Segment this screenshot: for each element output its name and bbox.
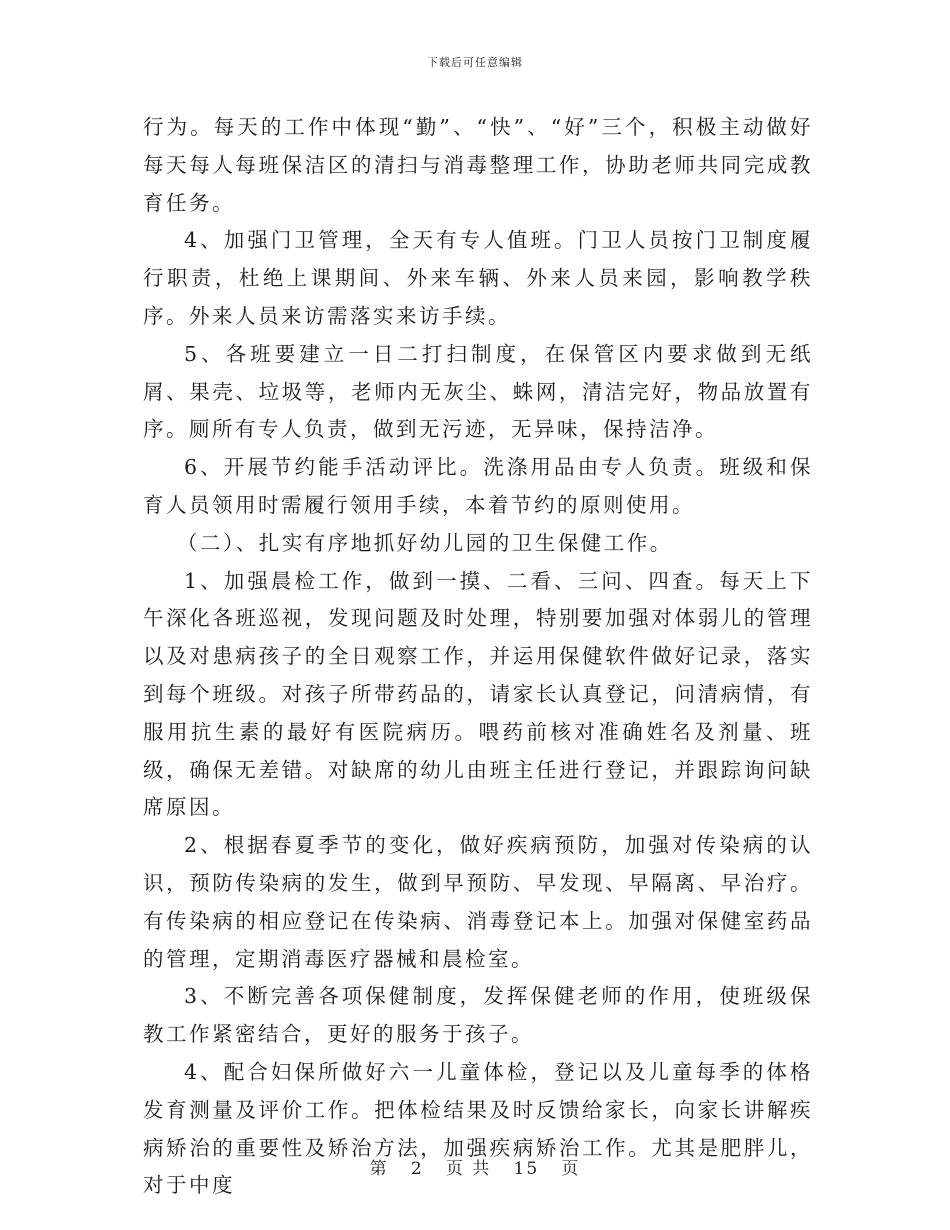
header-watermark-text: 下载后可任意编辑 (427, 56, 523, 69)
page-footer (0, 1154, 950, 1179)
paragraph-item-5-cleaning: 5、各班要建立一日二打扫制度，在保管区内要求做到无纸屑、果壳、垃圾等，老师内无灰尘、蛛网，清洁完好，物品放置有序。厕所有专人负责，做到无污迹，无异味，保持洁净。 (143, 341, 813, 442)
paragraph-item-1-morning-check: 1、加强晨检工作，做到一摸、二看、三问、四査。每天上下午深化各班巡视，发现问题及时处理，特别要加强对体弱儿的管理以及对患病孩子的全日观察工作，并运用保健软件做好记录，落实到每个班级。对孩子所带药品的，请家长认真登记，问清病情，有服用抗生素的最好有医院病历。喂药前核对准确姓名及剂量、班级，确保无差错。对缺席的幼儿由班主任进行登记，并跟踪询问缺席原因。 (143, 568, 813, 820)
paragraph-item-4-physical-exam: 4、配合妇保所做好六一儿童体检，登记以及儿童每季的体格发育测量及评价工作。把体检结果及时反馈给家长，向家长讲解疾病矫治的重要性及矫治方法，加强疾病矫治工作。尤其是肥胖儿，对于中度 (143, 1059, 813, 1198)
page-header (0, 54, 950, 70)
footer-middle: 页 共 (445, 1159, 492, 1179)
paragraph-item-4-gatekeeping: 4、加强门卫管理，全天有专人值班。门卫人员按门卫制度履行职责，杜绝上课期间、外来车辆、外来人员来园，影响教学秩序。外来人员来访需落实来访手续。 (143, 228, 813, 328)
document-body (143, 109, 813, 1205)
paragraph-continuation: 行为。每天的工作中体现“勤”、“快”、“好”三个，积极主动做好每天每人每班保洁区的清扫与消毒整理工作，协助老师共同完成教育任务。 (143, 115, 813, 215)
footer-prefix: 第 (369, 1159, 389, 1179)
footer-total-pages: 15 (513, 1159, 540, 1179)
section-heading-health-care: （二）、扎实有序地抓好幼儿园的卫生保健工作。 (177, 530, 673, 555)
footer-page-number: 2 (410, 1159, 424, 1179)
paragraph-item-2-disease-prevention: 2、根据春夏季节的变化，做好疾病预防，加强对传染病的认识，预防传染病的发生，做到早预防、早发现、早隔离、早治疗。有传染病的相应登记在传染病、消毒登记本上。加强对保健室药品的管理，定期消毒医疗器械和晨检室。 (143, 833, 813, 971)
footer-suffix: 页 (561, 1159, 581, 1179)
paragraph-item-3-health-system: 3、不断完善各项保健制度，发挥保健老师的作用，使班级保教工作紧密结合，更好的服务于孩子。 (143, 984, 813, 1047)
paragraph-item-6-thrift: 6、开展节约能手活动评比。洗涤用品由专人负责。班级和保育人员领用时需履行领用手续，本着节约的原则使用。 (143, 455, 813, 517)
